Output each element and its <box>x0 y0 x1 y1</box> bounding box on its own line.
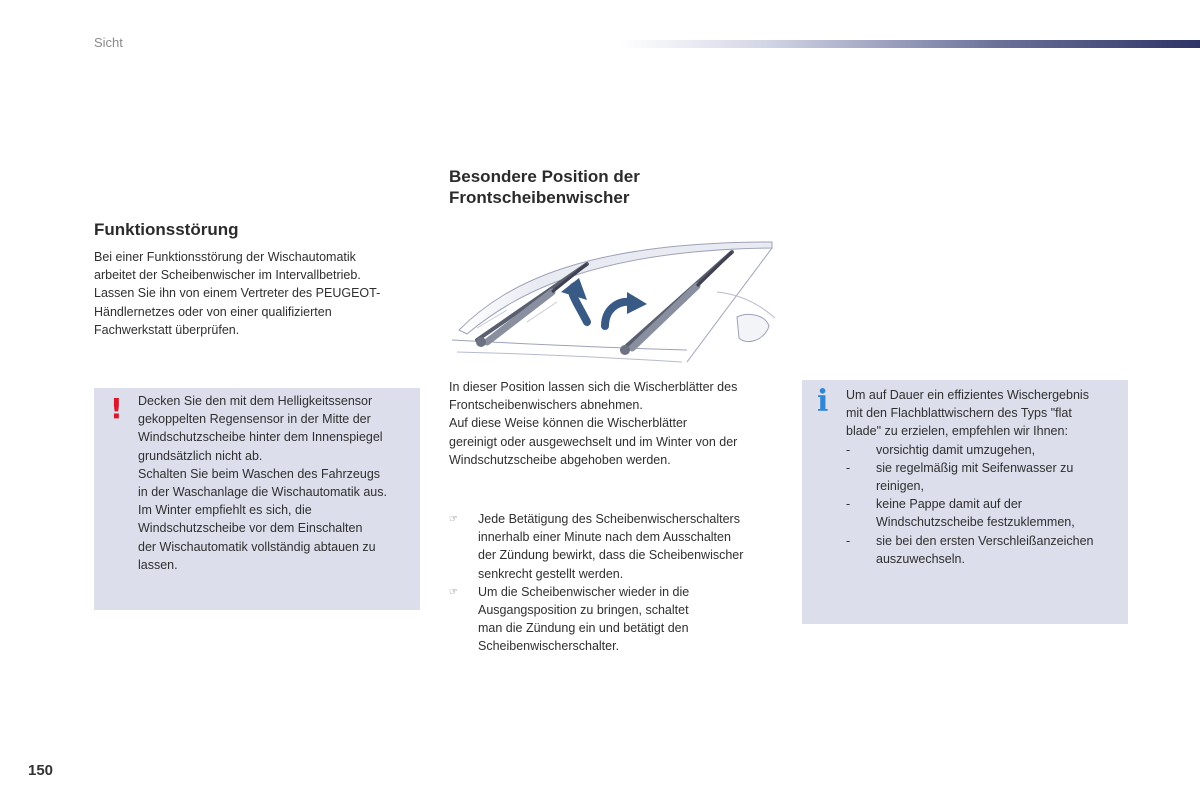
page-number: 150 <box>28 762 54 779</box>
recommendation-list <box>846 441 1118 568</box>
text-line: Windschutzscheibe hinter dem Innenspiegel <box>138 430 383 445</box>
lift-arrow-right <box>605 292 647 326</box>
text-line: vorsichtig damit umzugehen, <box>876 442 1036 457</box>
text-line: Scheibenwischerschalter. <box>478 639 620 654</box>
text-line: In dieser Position lassen sich die Wischerblätter des <box>449 380 738 394</box>
text-line: grundsätzlich nicht ab. <box>138 448 263 463</box>
malfunction-title: Funktionsstörung <box>94 220 239 239</box>
info-icon: i <box>817 384 829 419</box>
step-text <box>478 583 689 656</box>
title-line: Frontscheibenwischer <box>449 188 630 207</box>
info-text <box>846 386 1118 568</box>
text-line: Schalten Sie beim Waschen des Fahrzeugs <box>138 466 381 481</box>
dash-bullet: - <box>846 497 851 512</box>
text-line: Frontscheibenwischers abnehmen. <box>449 398 643 413</box>
step-text <box>478 510 743 583</box>
text-line: man die Zündung ein und betätigt den <box>478 621 689 636</box>
list-item <box>846 495 1118 531</box>
text-line: Windschutzscheibe vor dem Einschalten <box>138 521 363 536</box>
text-line: Ausgangsposition zu bringen, schaltet <box>478 603 689 618</box>
list-item <box>846 441 1118 459</box>
text-line: lassen. <box>138 557 178 572</box>
title-line: Besondere Position der <box>449 167 640 186</box>
warning-text <box>138 392 410 574</box>
list-item <box>846 532 1118 568</box>
text-line: keine Pappe damit auf der <box>876 497 1022 512</box>
text-line: Jede Betätigung des Scheibenwischerschalters <box>478 512 740 526</box>
text-line: auszuwechseln. <box>876 551 965 566</box>
text-line: Windschutzscheibe abgehoben werden. <box>449 452 671 467</box>
pointing-hand-icon: ☞ <box>449 586 458 598</box>
wiper-illustration <box>447 222 777 372</box>
text-line: Auf diese Weise können die Wischerblätter <box>449 416 688 431</box>
text-line: blade" zu erzielen, empfehlen wir Ihnen: <box>846 424 1068 439</box>
special-position-title <box>449 166 769 208</box>
step-item <box>449 583 779 656</box>
dash-bullet: - <box>846 533 851 548</box>
info-box <box>802 380 1128 624</box>
a-pillar <box>687 248 772 362</box>
text-line: Händlernetzes oder von einer qualifizierten <box>94 304 332 319</box>
step-list <box>449 510 779 656</box>
pointing-hand-icon: ☞ <box>449 514 458 525</box>
text-line: Im Winter empfiehlt es sich, die <box>138 503 312 518</box>
text-line: innerhalb einer Minute nach dem Ausschalten <box>478 530 731 545</box>
text-line: der Wischautomatik vollständig abtauen zu <box>138 539 376 554</box>
section-label: Sicht <box>94 35 123 50</box>
dash-bullet: - <box>846 442 851 457</box>
text-line: reinigen, <box>876 479 924 494</box>
list-item <box>846 459 1118 495</box>
text-line: Decken Sie den mit dem Helligkeitssensor <box>138 394 373 408</box>
text-line: gereinigt oder ausgewechselt und im Winter von der <box>449 434 738 449</box>
text-line: Um die Scheibenwischer wieder in die <box>478 584 690 599</box>
text-line: Fachwerkstatt überprüfen. <box>94 322 240 337</box>
text-line: sie bei den ersten Verschleißanzeichen <box>876 533 1094 548</box>
text-line: in der Waschanlage die Wischautomatik aus. <box>138 485 387 500</box>
malfunction-paragraph <box>94 248 412 339</box>
text-line: der Zündung bewirkt, dass die Scheibenwischer <box>478 548 744 563</box>
lift-arrow-left <box>561 278 587 322</box>
step-item <box>449 510 779 583</box>
text-line: Bei einer Funktionsstörung der Wischautomatik <box>94 250 356 264</box>
text-line: Windschutzscheibe festzuklemmen, <box>876 515 1075 530</box>
warning-box <box>94 388 420 610</box>
text-line: senkrecht gestellt werden. <box>478 566 624 581</box>
hood-line-lower <box>457 352 682 362</box>
text-line: sie regelmäßig mit Seifenwasser zu <box>876 460 1074 475</box>
text-line: gekoppelten Regensensor in der Mitte der <box>138 412 371 427</box>
special-position-paragraph <box>449 378 769 469</box>
mirror-outline <box>737 314 769 341</box>
text-line: Lassen Sie ihn von einem Vertreter des PEUGEOT- <box>94 286 381 301</box>
text-line: Um auf Dauer ein effizientes Wischergebnis <box>846 388 1089 402</box>
header-gradient-bar <box>620 40 1200 48</box>
text-line: arbeitet der Scheibenwischer im Intervallbetrieb. <box>94 268 361 283</box>
exclamation-icon: ! <box>110 392 123 425</box>
text-line: mit den Flachblattwischern des Typs "flat <box>846 406 1072 421</box>
dash-bullet: - <box>846 460 851 475</box>
